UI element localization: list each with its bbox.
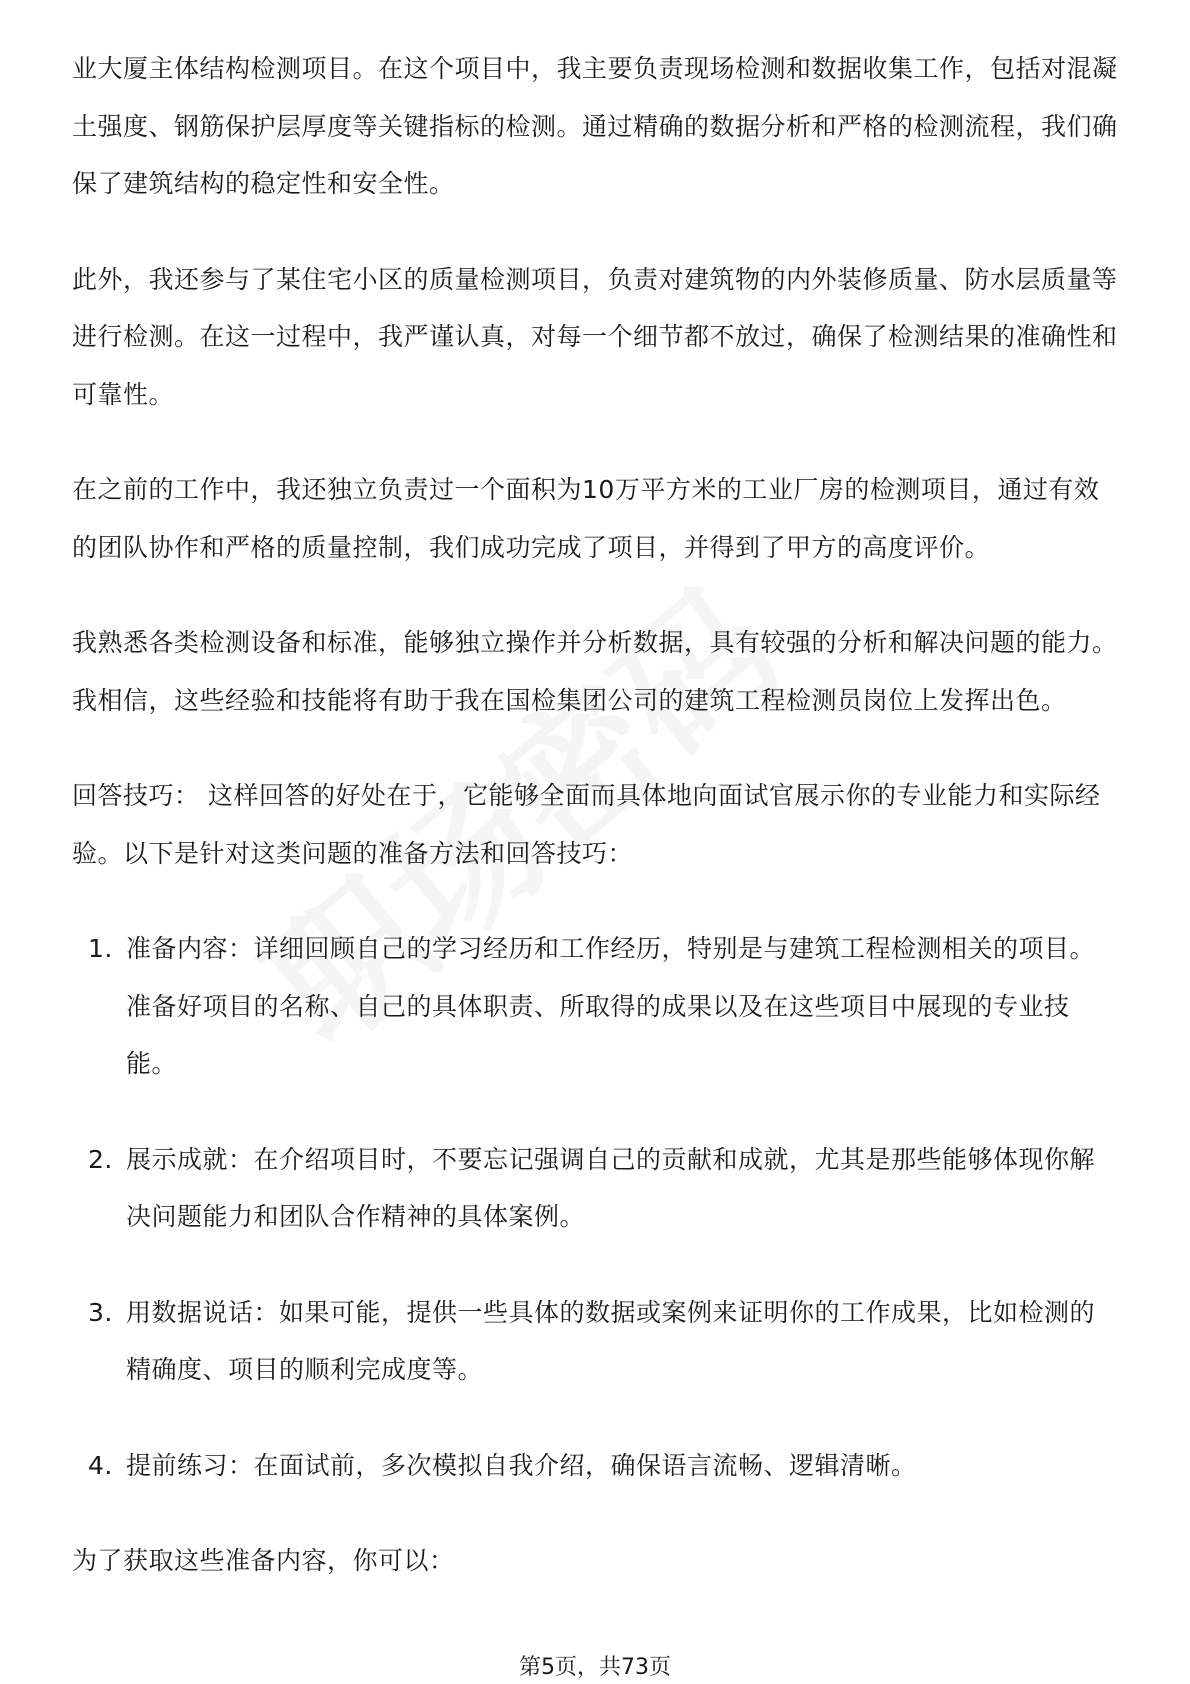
document-body	[72, 40, 1120, 1590]
paragraph-answer-tips: 回答技巧： 这样回答的好处在于，它能够全面而具体地向面试官展示你的专业能力和实际经验。以下是针对这类问题的准备方法和回答技巧：	[72, 781, 1101, 868]
paragraph-skills: 我熟悉各类检测设备和标准，能够独立操作并分析数据，具有较强的分析和解决问题的能力。我相信，这些经验和技能将有助于我在国检集团公司的建筑工程检测员岗位上发挥出色。	[72, 628, 1118, 715]
list-number: 1.	[88, 934, 113, 963]
closing-paragraph: 为了获取这些准备内容，你可以：	[72, 1546, 455, 1575]
list-number: 3.	[88, 1297, 113, 1327]
list-number: 2.	[88, 1144, 113, 1174]
list-number: 4.	[88, 1450, 113, 1480]
tips-list	[72, 920, 1120, 1494]
list-text: 准备内容：详细回顾自己的学习经历和工作经历，特别是与建筑工程检测相关的项目。准备好项目的名称、自己的具体职责、所取得的成果以及在这些项目中展现的专业技能。	[126, 934, 1096, 1078]
list-text: 提前练习：在面试前，多次模拟自我介绍，确保语言流畅、逻辑清晰。	[126, 1450, 917, 1480]
list-item	[72, 920, 1120, 1093]
list-item	[72, 1284, 1120, 1399]
paragraph-industrial-project: 在之前的工作中，我还独立负责过一个面积为10万平方米的工业厂房的检测项目，通过有效的团队协作和严格的质量控制，我们成功完成了项目，并得到了甲方的高度评价。	[72, 475, 1100, 562]
page-number-footer: 第5页，共73页	[519, 1655, 671, 1680]
list-text: 用数据说话：如果可能，提供一些具体的数据或案例来证明你的工作成果，比如检测的精确度、项目的顺利完成度等。	[126, 1297, 1096, 1384]
list-item	[72, 1437, 1120, 1495]
paragraph-project-experience: 业大厦主体结构检测项目。在这个项目中，我主要负责现场检测和数据收集工作，包括对混凝土强度、钢筋保护层厚度等关键指标的检测。通过精确的数据分析和严格的检测流程，我们确保了建筑结构的稳定性和安全性。	[72, 54, 1118, 198]
paragraph-residential-project: 此外，我还参与了某住宅小区的质量检测项目，负责对建筑物的内外装修质量、防水层质量等进行检测。在这一过程中，我严谨认真，对每一个细节都不放过，确保了检测结果的准确性和可靠性。	[72, 264, 1118, 409]
list-text: 展示成就：在介绍项目时，不要忘记强调自己的贡献和成就，尤其是那些能够体现你解决问题能力和团队合作精神的具体案例。	[126, 1144, 1096, 1231]
list-item	[72, 1131, 1120, 1246]
